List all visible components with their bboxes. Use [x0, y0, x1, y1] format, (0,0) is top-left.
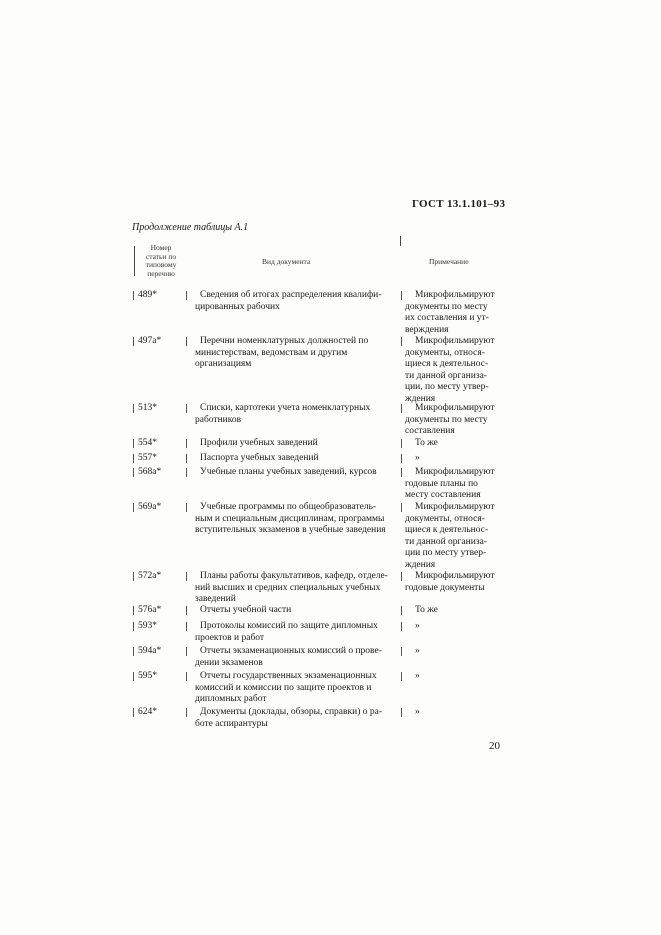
- table-rule: [133, 572, 134, 581]
- table-rule: [186, 454, 187, 463]
- table-row-note: »: [415, 707, 420, 717]
- page-number: 20: [489, 740, 500, 752]
- table-row-number: 554*: [138, 438, 157, 448]
- table-rule: [186, 647, 187, 656]
- table-rule: [133, 404, 134, 413]
- table-row-number: 489*: [138, 290, 157, 300]
- table-rule: [401, 572, 402, 581]
- table-row-note: »: [415, 646, 420, 656]
- column-header-note: Примечание: [429, 257, 469, 266]
- table-row-number: 595*: [138, 671, 157, 681]
- table-row-number: 497а*: [138, 336, 162, 346]
- table-row-note: То же: [415, 605, 438, 615]
- table-row-note: Микрофильмируют годовые документы: [405, 571, 495, 593]
- table-rule: [186, 439, 187, 448]
- table-row-number: 513*: [138, 403, 157, 413]
- table-row-document: Сведения об итогах распределения квалифи- цированных рабочих: [195, 290, 382, 312]
- table-rule: [133, 503, 134, 512]
- table-rule: [401, 468, 402, 477]
- table-row-document: Отчеты государственных экзаменационных комиссий и комиссии по защите проектов и дипломных работ: [195, 671, 377, 705]
- table-row-note: »: [415, 453, 420, 463]
- table-rule: [133, 439, 134, 448]
- table-row-note: То же: [415, 438, 438, 448]
- table-rule: [133, 291, 134, 300]
- table-rule: [133, 337, 134, 346]
- table-row-number: 569а*: [138, 502, 162, 512]
- table-row-document: Паспорта учебных заведений: [200, 453, 319, 463]
- table-rule: [133, 454, 134, 463]
- table-continuation-label: Продолжение таблицы А.1: [132, 222, 249, 233]
- table-rule: [186, 337, 187, 346]
- table-row-note: Микрофильмируют документы по месту составления: [405, 403, 495, 437]
- table-rule: [133, 672, 134, 681]
- table-rule: [401, 647, 402, 656]
- table-rule: [401, 439, 402, 448]
- column-header-document: Вид документа: [262, 257, 311, 266]
- table-rule: [401, 337, 402, 346]
- table-row-document: Отчеты учебной части: [200, 605, 292, 615]
- table-row-note: Микрофильмируют документы, относя- щиеся к деятельнос- ти данной организа- ции, по месту утвер- ждения: [405, 336, 495, 404]
- table-rule: [186, 404, 187, 413]
- table-row-number: 624*: [138, 707, 157, 717]
- table-rule: [401, 454, 402, 463]
- table-rule: [401, 606, 402, 615]
- table-row-document: Отчеты экзаменационных комиссий о прове- дении экзаменов: [195, 646, 382, 668]
- table-row-note: Микрофильмируют годовые планы по месту составления: [405, 467, 495, 501]
- column-header-number: Номер статьи по типовому перечню: [145, 243, 177, 278]
- table-rule: [401, 622, 402, 631]
- table-rule: [133, 622, 134, 631]
- table-rule: [133, 468, 134, 477]
- table-row-document: Учебные планы учебных заведений, курсов: [200, 467, 377, 477]
- table-rule: [401, 291, 402, 300]
- table-row-number: 557*: [138, 453, 157, 463]
- table-row-document: Учебные программы по общеобразователь- ным и специальным дисциплинам, программы вступительных экзаменов в учебные заведения: [195, 502, 386, 536]
- table-row-note: Микрофильмируют документы, относя- щиеся к деятельнос- ти данной организа- ции по месту утвер- ждения: [405, 502, 495, 570]
- table-row-document: Документы (доклады, обзоры, справки) о ра- боте аспирантуры: [195, 707, 383, 729]
- table-rule: [186, 708, 187, 717]
- table-rule: [186, 672, 187, 681]
- table-row-document: Планы работы факультативов, кафедр, отделе- ний высших и средних специальных учебных заведений: [195, 571, 388, 605]
- table-rule: [401, 404, 402, 413]
- table-rule: [134, 246, 135, 276]
- table-rule: [133, 647, 134, 656]
- table-rule: [186, 291, 187, 300]
- table-row-document: Профили учебных заведений: [200, 438, 318, 448]
- table-rule: [186, 503, 187, 512]
- table-row-number: 593*: [138, 621, 157, 631]
- table-row-number: 594а*: [138, 646, 162, 656]
- table-rule: [186, 606, 187, 615]
- table-rule: [400, 236, 401, 246]
- table-row-document: Списки, картотеки учета номенклатурных работников: [195, 403, 371, 425]
- table-rule: [133, 708, 134, 717]
- doc-code: ГОСТ 13.1.101–93: [412, 198, 506, 210]
- table-rule: [186, 572, 187, 581]
- table-row-document: Перечни номенклатурных должностей по министерствам, ведомствам и другим организациям: [195, 336, 369, 370]
- table-row-note: »: [415, 671, 420, 681]
- table-row-number: 572а*: [138, 571, 162, 581]
- table-rule: [401, 708, 402, 717]
- table-rule: [401, 672, 402, 681]
- table-row-number: 568а*: [138, 467, 162, 477]
- table-rule: [133, 606, 134, 615]
- table-row-document: Протоколы комиссий по защите дипломных проектов и работ: [195, 621, 378, 643]
- table-rule: [186, 468, 187, 477]
- table-rule: [401, 503, 402, 512]
- table-row-note: »: [415, 621, 420, 631]
- table-row-note: Микрофильмируют документы по месту их составления и ут- верждения: [405, 290, 495, 335]
- table-row-number: 576а*: [138, 605, 162, 615]
- table-rule: [186, 622, 187, 631]
